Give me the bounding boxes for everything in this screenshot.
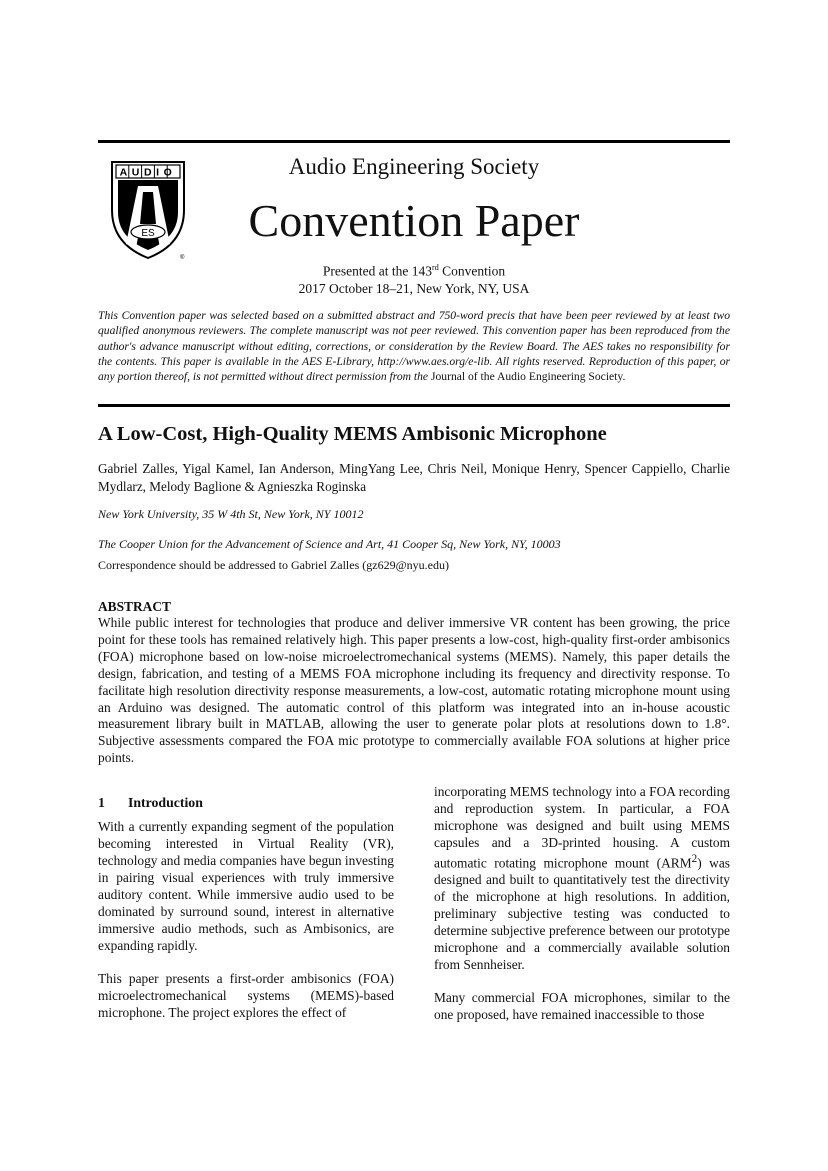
registered-mark: ® <box>180 255 185 261</box>
correspondence-note: Correspondence should be addressed to Gabriel Zalles (gz629@nyu.edu) <box>98 558 449 572</box>
section-heading <box>98 795 203 811</box>
body-paragraph: Many commercial FOA microphones, similar to the one proposed, have remained inaccessible to those <box>434 990 730 1023</box>
society-name: Audio Engineering Society <box>288 154 540 179</box>
paper-title: A Low-Cost, High-Quality MEMS Ambisonic Microphone <box>98 423 607 445</box>
logo-top-text: AUDIO <box>119 166 177 179</box>
abstract-text: While public interest for technologies that produce and deliver immersive VR content has been growing, the price point for these tools has remained relatively high. This paper presents a low-cost, high-quality first-order ambisonics (FOA) microphone based on low-noise microelectromechanical systems (MEMS). Namely, this paper details the design, fabrication, and testing of a MEMS FOA microphone including its frequency and directivity response. To facilitate high resolution directivity response measurements, a low-cost, automatic rotating microphone mount using an Arduino was designed. The automatic control of this platform was integrated into an in-house acoustic measurement library built in MATLAB, allowing the user to generate polar plots at resolutions down to 1.8°. Subjective assessments compared the FOA mic prototype to commercially available FOA solutions at higher price points. <box>98 615 730 766</box>
section-number: 1 <box>98 795 105 810</box>
section-rule <box>98 404 730 407</box>
section-title: Introduction <box>128 795 203 810</box>
abstract-heading: ABSTRACT <box>98 599 171 614</box>
logo-bottom-text: ES <box>141 228 155 239</box>
convention-dates: 2017 October 18–21, New York, NY, USA <box>298 280 530 296</box>
right-column <box>434 783 730 1039</box>
affiliation-cooper-union: The Cooper Union for the Advancement of Science and Art, 41 Cooper Sq, New York, NY, 10003 <box>98 537 561 551</box>
convention-info <box>160 259 668 297</box>
convention-line: Presented at the 143rd Convention <box>322 263 506 279</box>
document-type: Convention Paper <box>248 195 580 246</box>
left-column <box>98 818 394 1037</box>
body-paragraph: With a currently expanding segment of the population becoming interested in Virtual Reality (VR), technology and media companies have begun investing in pairing visual experiences with truly immersive auditory content. While immersive audio used to be dominated by surround sound, interest in alternative immersive audio methods, such as Ambisonics, are expanding rapidly. <box>98 819 394 953</box>
body-paragraph: This paper presents a first-order ambisonics (FOA) microelectromechanical systems (MEMS)-based microphone. The project explores the effect of <box>98 971 394 1020</box>
body-paragraph: incorporating MEMS technology into a FOA recording and reproduction system. In particular, a FOA microphone was designed and built using MEMS capsules and a 3D-printed housing. A custom automatic rotating microphone mount (ARM$^2$) was designed and built to quantitatively test the directivity of the microphone at high resolutions. In addition, preliminary subjective testing was conducted to determine subjective preference between our prototype microphone and a commercially available solution from Sennheiser. <box>434 784 730 973</box>
top-rule <box>98 140 730 143</box>
author-list: Gabriel Zalles, Yigal Kamel, Ian Anderson, MingYang Lee, Chris Neil, Monique Henry, Spencer Cappiello, Charlie Mydlarz, Melody Baglione & Agnieszka Roginska <box>98 461 730 494</box>
review-disclaimer: This Convention paper was selected based on a submitted abstract and 750-word precis that have been peer reviewed by at least two qualified anonymous reviewers. The complete manuscript was not peer reviewed. This convention paper has been reproduced from the author's advance manuscript without editing, corrections, or consideration by the Review Board. The AES takes no responsibility for the contents. This paper is available in the AES E-Library, http://www.aes.org/e-lib. All rights reserved. Reproduction of this paper, or any portion thereof, is not permitted without direct permission from the Journal of the Audio Engineering Society. <box>98 309 730 384</box>
affiliation-nyu: New York University, 35 W 4th St, New York, NY 10012 <box>98 507 364 521</box>
